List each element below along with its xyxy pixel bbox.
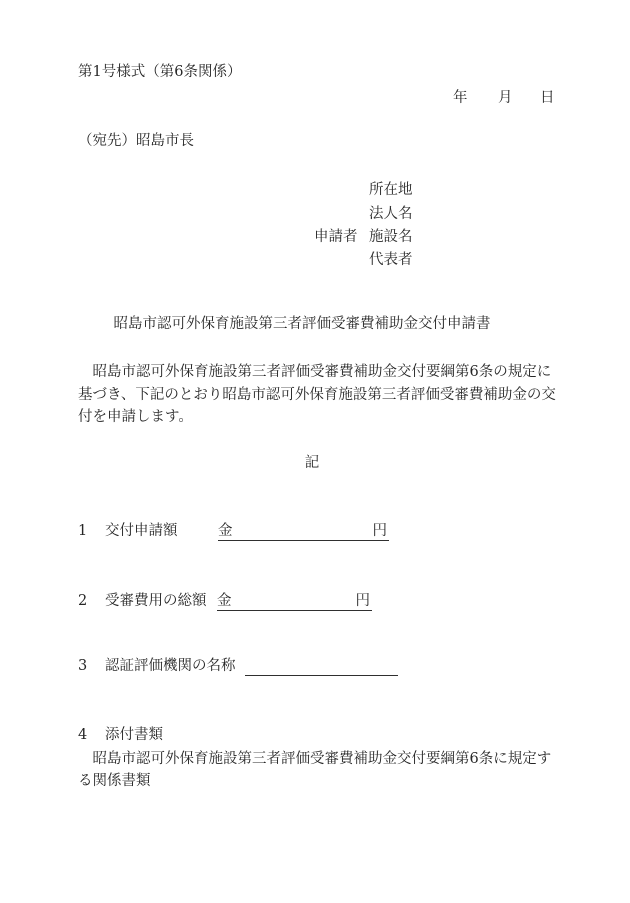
item3-label: 認証評価機関の名称	[105, 658, 236, 674]
grant-amount-field[interactable]	[218, 523, 389, 541]
applicant-label: 申請者	[314, 229, 358, 245]
currency-prefix: 金	[218, 523, 233, 539]
list-marker: 記	[304, 455, 320, 471]
evaluation-agency-name-field[interactable]	[245, 658, 398, 676]
item3-number: 3	[78, 658, 88, 674]
date-day-label: 日	[540, 90, 555, 106]
item1-number: 1	[78, 523, 88, 539]
applicant-field-representative: 代表者	[369, 252, 413, 268]
addressee: （宛先）昭島市長	[78, 133, 194, 149]
currency-prefix: 金	[217, 593, 232, 609]
form-number: 第1号様式（第6条関係）	[78, 64, 242, 80]
item4-description: 昭島市認可外保育施設第三者評価受審費補助金交付要綱第6条に規定する関係書類	[78, 751, 552, 789]
applicant-field-address: 所在地	[369, 182, 413, 198]
document-title: 昭島市認可外保育施設第三者評価受審費補助金交付申請書	[113, 316, 491, 332]
currency-suffix: 円	[372, 523, 387, 539]
applicant-field-corporation: 法人名	[369, 206, 413, 222]
currency-suffix: 円	[355, 593, 370, 609]
item2-number: 2	[78, 593, 88, 609]
review-fee-total-field[interactable]	[217, 593, 372, 611]
date-month-label: 月	[498, 90, 513, 106]
applicant-field-facility: 施設名	[369, 229, 413, 245]
item4-number: 4	[78, 727, 88, 743]
item1-label: 交付申請額	[105, 523, 178, 539]
item2-label: 受審費用の総額	[105, 593, 207, 609]
body-paragraph: 昭島市認可外保育施設第三者評価受審費補助金交付要綱第6条の規定に基づき、下記のとおり昭島市認可外保育施設第三者評価受審費補助金の交付を申請します。	[78, 364, 556, 425]
date-year-label: 年	[453, 90, 468, 106]
item4-label: 添付書類	[105, 727, 163, 743]
